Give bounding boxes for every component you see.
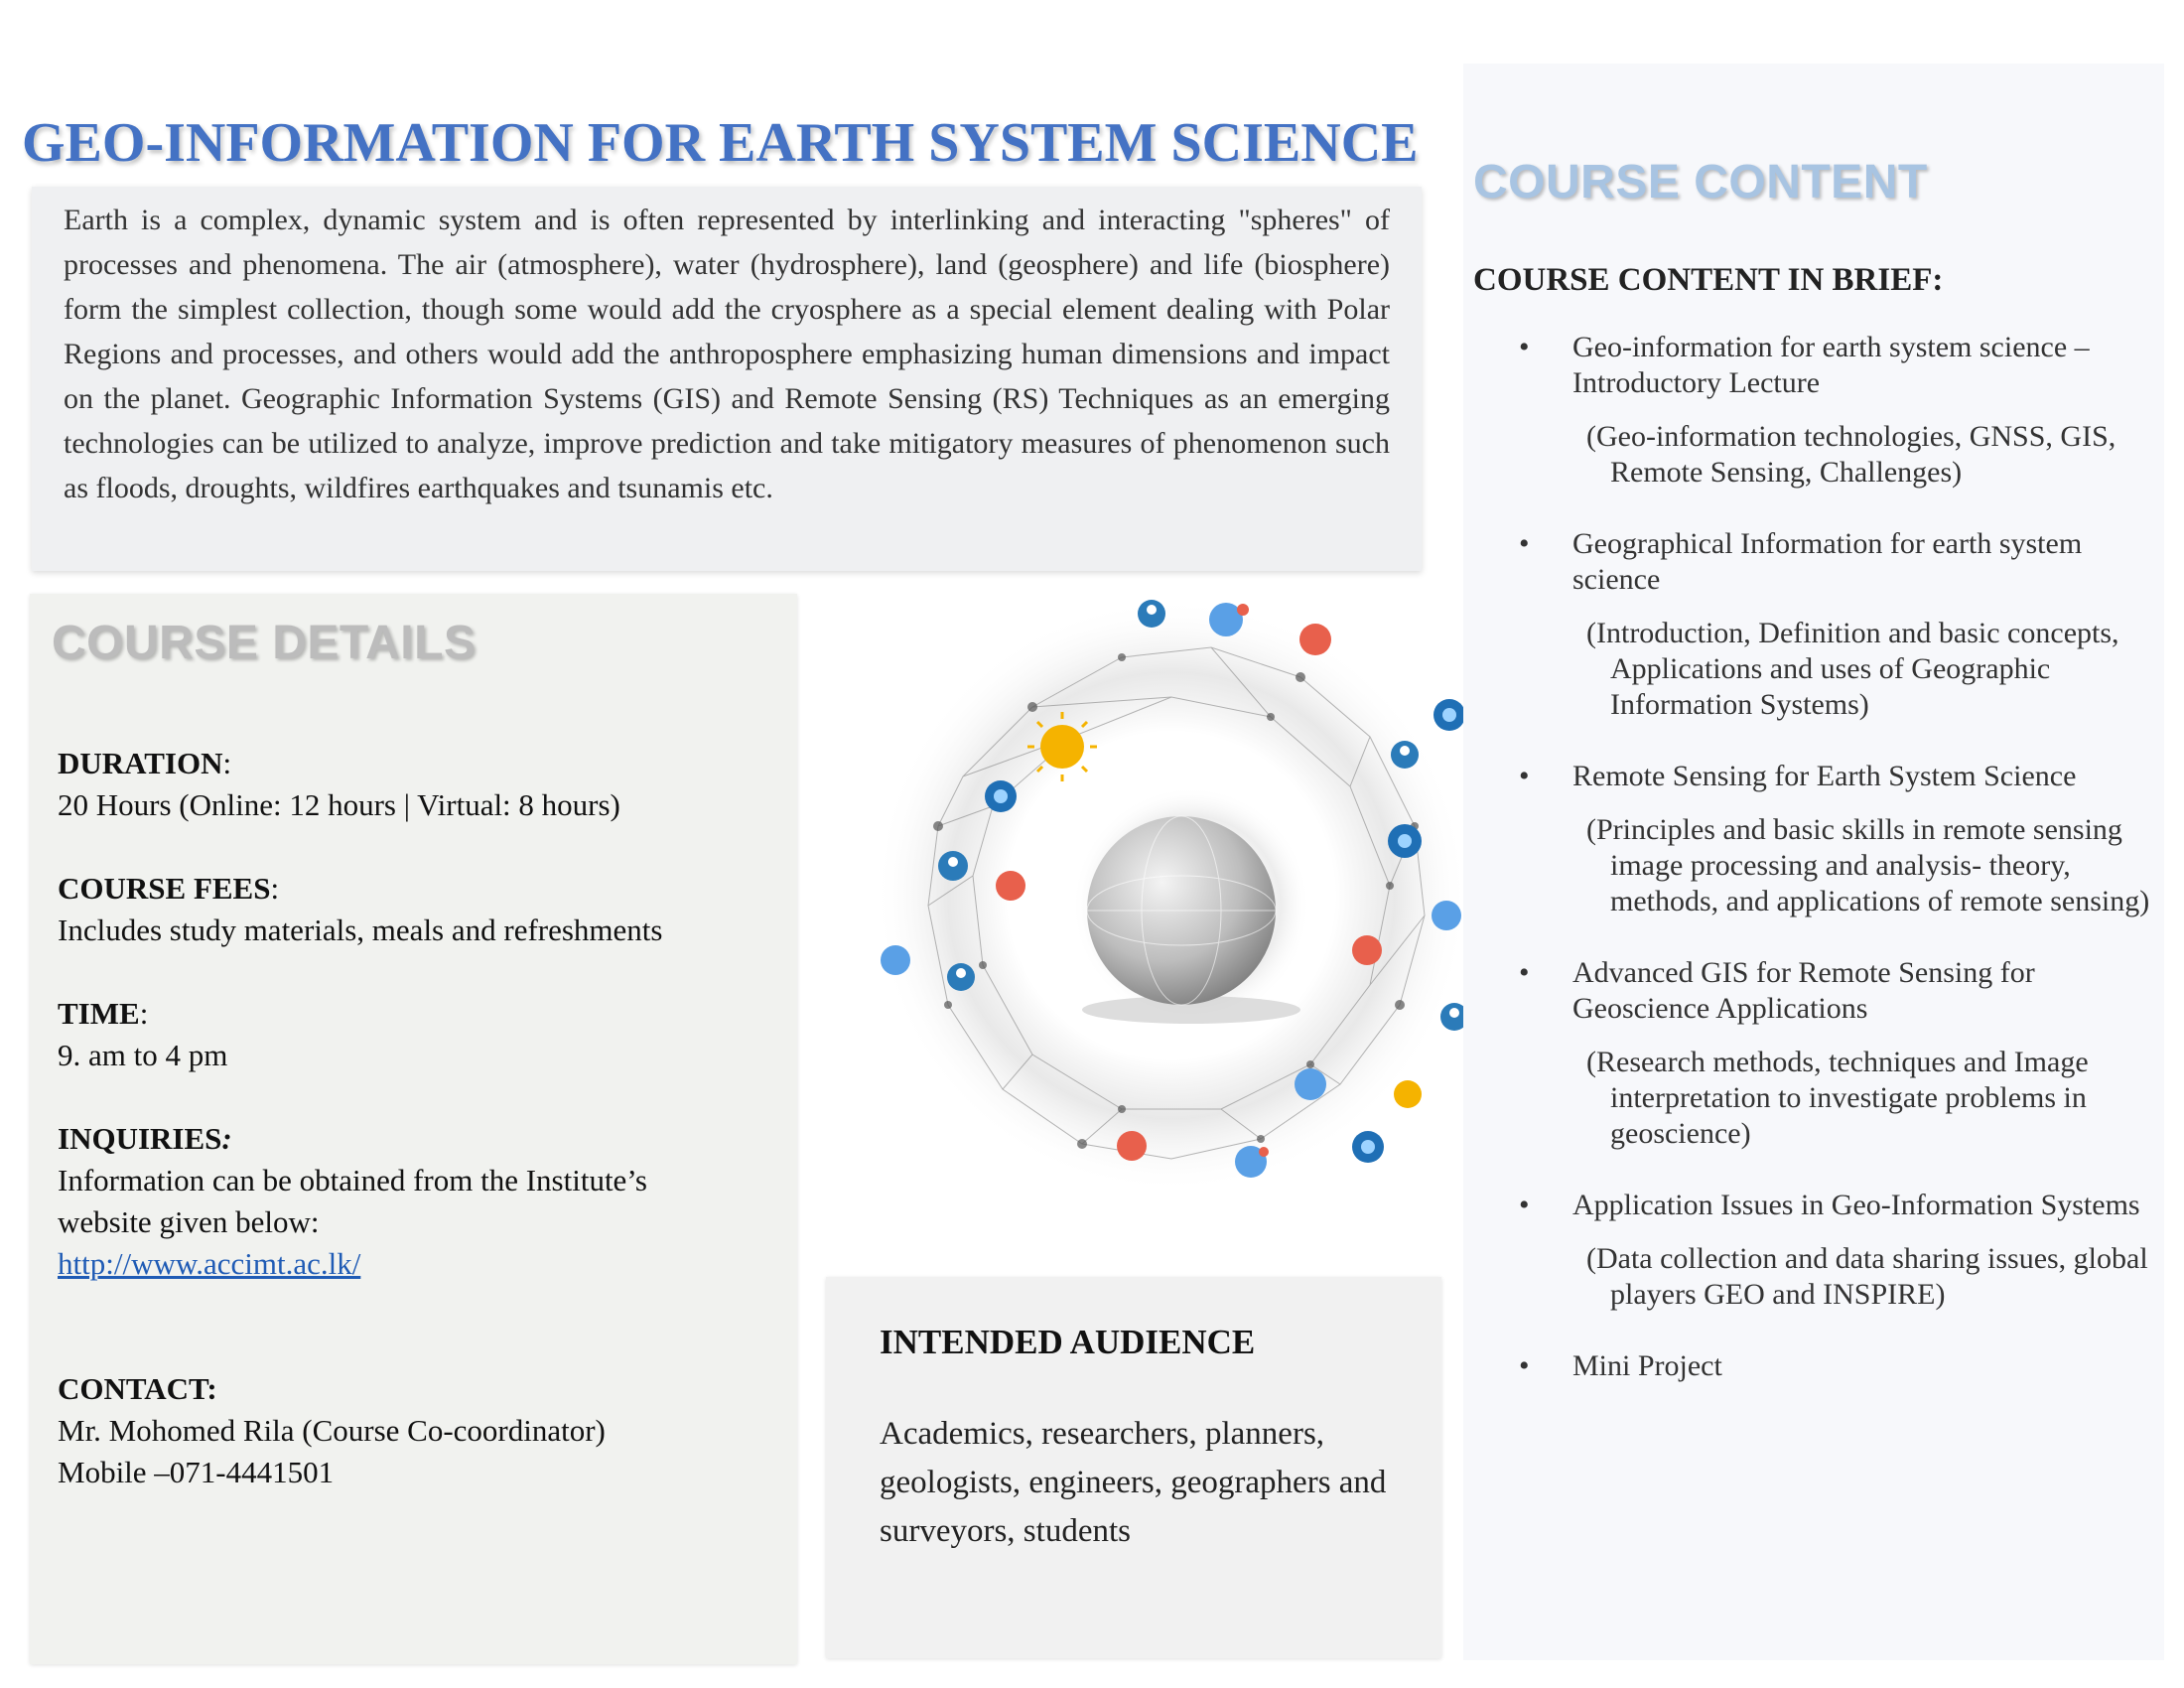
fees-block: COURSE FEES: Includes study materials, meals and refreshments — [58, 868, 662, 951]
course-content-subheading: COURSE CONTENT IN BRIEF: — [1473, 262, 1944, 298]
item-title: Advanced GIS for Remote Sensing for Geoscience Applications — [1572, 956, 2035, 1025]
inquiries-label: INQUIRIES — [58, 1121, 222, 1156]
inquiries-value: Information can be obtained from the Institute’s website given below: — [58, 1163, 647, 1239]
time-label: TIME — [58, 996, 140, 1031]
intended-audience-panel — [826, 1277, 1441, 1658]
bullet-icon: • — [1519, 331, 1530, 363]
item-title: Application Issues in Geo-Information Systems — [1572, 1189, 2140, 1221]
item-desc: (Introduction, Definition and basic concepts, Applications and uses of Geographic Information Systems) — [1586, 617, 2119, 721]
intro-panel — [32, 187, 1422, 571]
item-desc: (Research methods, techniques and Image interpretation to investigate problems in geoscience) — [1586, 1046, 2089, 1150]
time-value: 9. am to 4 pm — [58, 1038, 228, 1072]
list-item — [1463, 1188, 2164, 1348]
list-item — [1463, 759, 2164, 955]
audience-heading: INTENDED AUDIENCE — [880, 1323, 1256, 1361]
item-title: Mini Project — [1572, 1349, 1722, 1382]
institute-website-link[interactable]: http://www.accimt.ac.lk/ — [58, 1246, 361, 1281]
inquiries-block: INQUIRIES: Information can be obtained from the Institute’s website given below: http://www.accimt.ac.lk/ — [58, 1118, 752, 1285]
course-details-heading: COURSE DETAILS — [52, 617, 477, 669]
course-content-list — [1463, 330, 2164, 1384]
fees-value: Includes study materials, meals and refreshments — [58, 913, 663, 947]
audience-body: Academics, researchers, planners, geologists, engineers, geographers and surveyors, students — [880, 1416, 1387, 1549]
course-content-panel — [1463, 64, 2164, 1660]
bullet-icon: • — [1519, 760, 1530, 792]
contact-block — [58, 1368, 606, 1493]
time-block: TIME: 9. am to 4 pm — [58, 993, 227, 1076]
list-item — [1463, 1348, 2164, 1384]
contact-label: CONTACT: — [58, 1371, 217, 1406]
bullet-icon: • — [1519, 956, 1530, 989]
item-desc: (Geo-information technologies, GNSS, GIS, Remote Sensing, Challenges) — [1586, 420, 2116, 489]
item-desc: (Principles and basic skills in remote sensing image processing and analysis- theory, methods, and applications of remote sensing) — [1586, 813, 2150, 917]
duration-block: DURATION: 20 Hours (Online: 12 hours | Virtual: 8 hours) — [58, 743, 620, 826]
list-item — [1463, 955, 2164, 1188]
network-globe-illustration — [874, 588, 1469, 1198]
list-item — [1463, 330, 2164, 526]
item-title: Geographical Information for earth system science — [1572, 527, 2083, 596]
duration-value: 20 Hours (Online: 12 hours | Virtual: 8 hours) — [58, 787, 620, 822]
item-title: Remote Sensing for Earth System Science — [1572, 760, 2077, 792]
item-title: Geo-information for earth system science – Introductory Lecture — [1572, 331, 2090, 399]
fees-label: COURSE FEES — [58, 871, 271, 906]
course-content-heading: COURSE CONTENT — [1473, 156, 1928, 209]
course-details-panel — [30, 594, 797, 1664]
list-item — [1463, 526, 2164, 759]
duration-label: DURATION — [58, 746, 223, 780]
contact-name: Mr. Mohomed Rila (Course Co-coordinator) — [58, 1413, 606, 1448]
intro-text: Earth is a complex, dynamic system and is often represented by interlinking and interacting "spheres" of processes and phenomena. The air (atmosphere), water (hydrosphere), land (geosphere) and life (biosphere) form the simplest collection, though some would add the cryosphere as a special element dealing with Polar Regions and processes, and others would add the anthroposphere emphasizing human dimensions and impact on the planet. Geographic Information Systems (GIS) and Remote Sensing (RS) Techniques as an emerging technologies can be utilized to analyze, improve prediction and take mitigatory measures of phenomenon such as floods, droughts, wildfires earthquakes and tsunamis etc. — [64, 204, 1390, 504]
bullet-icon: • — [1519, 527, 1530, 560]
bullet-icon: • — [1519, 1349, 1530, 1382]
item-desc: (Data collection and data sharing issues, global players GEO and INSPIRE) — [1586, 1242, 2148, 1311]
contact-mobile: Mobile –071-4441501 — [58, 1455, 335, 1489]
bullet-icon: • — [1519, 1189, 1530, 1221]
page-title: GEO-INFORMATION FOR EARTH SYSTEM SCIENCE — [22, 112, 1419, 174]
